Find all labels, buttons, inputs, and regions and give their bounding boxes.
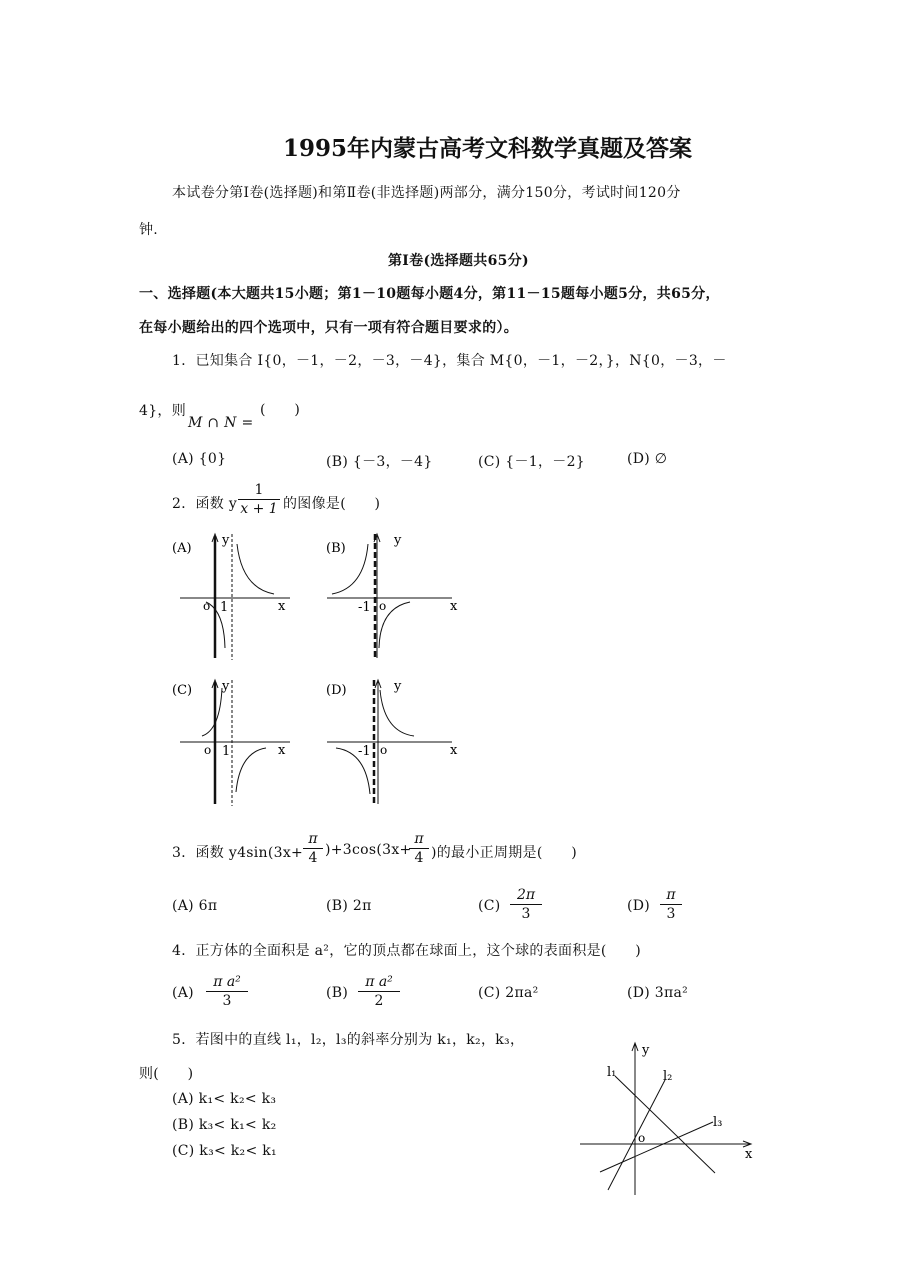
q2-prefix: 2．函数 y xyxy=(172,496,238,512)
q3-fraction-2 xyxy=(409,830,429,867)
graph-b-y: y xyxy=(394,533,402,548)
q4-option-d: (D) 3πa² xyxy=(627,985,689,1001)
q3-fraction-1-num: π xyxy=(303,830,323,849)
q5-figure-y: y xyxy=(642,1043,650,1058)
q3-part-3: )的最小正周期是( ) xyxy=(431,845,577,861)
q4-text: 4．正方体的全面积是 a²，它的顶点都在球面上，这个球的表面积是( ) xyxy=(172,943,642,959)
graph-b-x: x xyxy=(450,599,458,614)
graph-c-origin: o xyxy=(204,743,212,757)
q4-option-b-num: π a² xyxy=(358,973,400,992)
q2-fraction-num: 1 xyxy=(238,481,280,500)
q3-fraction-1-den: 4 xyxy=(308,850,318,866)
q5-line-2: 则( ) xyxy=(139,1066,194,1082)
q5-option-b: (B) k₃< k₁< k₂ xyxy=(172,1117,277,1133)
q3-option-a: (A) 6π xyxy=(172,898,218,914)
q4-option-b-fraction xyxy=(358,973,400,1010)
q5-line-1: 5．若图中的直线 l₁，l₂，l₃的斜率分别为 k₁，k₂，k₃， xyxy=(172,1032,525,1048)
q3-part-2: )+3cos(3x+ xyxy=(325,842,412,858)
q5-figure-origin: o xyxy=(638,1131,646,1145)
q3-option-d-label: (D) xyxy=(627,898,651,914)
q4-option-a-den: 3 xyxy=(222,993,232,1009)
q2-graph-c xyxy=(170,676,300,811)
q5-figure-x: x xyxy=(745,1147,753,1162)
graph-d-y: y xyxy=(394,679,402,694)
q4-option-b-label: (B) xyxy=(326,985,349,1001)
graph-d-tick: -1 xyxy=(358,744,371,759)
q1-option-d: (D) ∅ xyxy=(627,451,668,467)
q3-option-d-fraction xyxy=(660,886,682,923)
graph-b-tick: -1 xyxy=(358,600,371,615)
q2-graph-b xyxy=(322,530,462,665)
q3-option-c-den: 3 xyxy=(521,906,531,922)
graph-d-origin: o xyxy=(380,743,388,757)
intro-line-1: 本试卷分第Ⅰ卷(选择题)和第Ⅱ卷(非选择题)两部分，满分150分，考试时间120分 xyxy=(172,185,681,201)
q5-option-a: (A) k₁< k₂< k₃ xyxy=(172,1091,277,1107)
q4-option-c: (C) 2πa² xyxy=(478,985,539,1001)
page-title: 1995年内蒙古高考文科数学真题及答案 xyxy=(283,135,693,162)
graph-a-label: (A) xyxy=(172,541,192,556)
q3-fraction-2-num: π xyxy=(409,830,429,849)
q3-fraction-2-den: 4 xyxy=(414,850,424,866)
section-heading-line-1: 一、选择题(本大题共15小题；第1－10题每小题4分，第11－15题每小题5分，共65分， xyxy=(139,286,720,302)
graph-c-y: y xyxy=(222,679,230,694)
q3-option-b: (B) 2π xyxy=(326,898,372,914)
q5-figure-l2: l₂ xyxy=(663,1069,673,1084)
q5-line-figure xyxy=(575,1040,765,1200)
graph-a-tick: 1 xyxy=(220,600,229,615)
q1-line-1: 1．已知集合 I{0，－1，－2，－3，－4}，集合 M{0，－1，－2，}，N{0，－3，－ xyxy=(172,353,727,369)
q1-option-a: (A) {0} xyxy=(172,451,227,467)
q5-figure-l3: l₃ xyxy=(713,1115,723,1130)
graph-c-label: (C) xyxy=(172,683,193,698)
q2-graph-a xyxy=(170,530,300,665)
q5-figure-l1: l₁ xyxy=(607,1065,617,1080)
intro-line-2: 钟. xyxy=(139,222,159,238)
q2-fraction-den: x + 1 xyxy=(240,501,278,517)
q3-option-d-num: π xyxy=(660,886,682,905)
graph-d-label: (D) xyxy=(326,683,347,698)
q4-option-b-den: 2 xyxy=(374,993,384,1009)
q1-option-c: (C) {－1，－2} xyxy=(478,454,586,470)
q1-line-2: 4}，则 xyxy=(139,403,187,419)
graph-a-y: y xyxy=(222,533,230,548)
q3-part-1: 3．函数 y4sin(3x+ xyxy=(172,845,304,861)
section-heading-line-2: 在每小题给出的四个选项中，只有一项有符合题目要求的）。 xyxy=(139,320,519,336)
q5-option-c: (C) k₃< k₂< k₁ xyxy=(172,1143,277,1159)
q3-option-d-den: 3 xyxy=(666,906,676,922)
q4-option-a-label: (A) xyxy=(172,985,194,1001)
q1-expression: M ∩ N = xyxy=(188,415,254,431)
q4-option-a-num: π a² xyxy=(206,973,248,992)
graph-d-x: x xyxy=(450,743,458,758)
q2-graph-d xyxy=(322,676,462,811)
q3-option-c-label: (C) xyxy=(478,898,501,914)
graph-c-tick: 1 xyxy=(222,744,231,759)
q3-option-c-num: 2π xyxy=(510,886,542,905)
q2-suffix: 的图像是( ) xyxy=(283,496,381,512)
graph-b-label: (B) xyxy=(326,541,346,556)
q2-fraction xyxy=(238,481,280,518)
part1-heading: 第Ⅰ卷(选择题共65分) xyxy=(388,253,529,269)
graph-c-x: x xyxy=(278,743,286,758)
q1-bracket: ( ) xyxy=(260,402,301,418)
q4-option-a-fraction xyxy=(206,973,248,1010)
graph-a-origin: o xyxy=(203,599,211,613)
graph-b-origin: o xyxy=(379,599,387,613)
q3-fraction-1 xyxy=(303,830,323,867)
q3-option-c-fraction xyxy=(510,886,542,923)
q1-option-b: (B) {－3，－4} xyxy=(326,454,433,470)
graph-a-x: x xyxy=(278,599,286,614)
